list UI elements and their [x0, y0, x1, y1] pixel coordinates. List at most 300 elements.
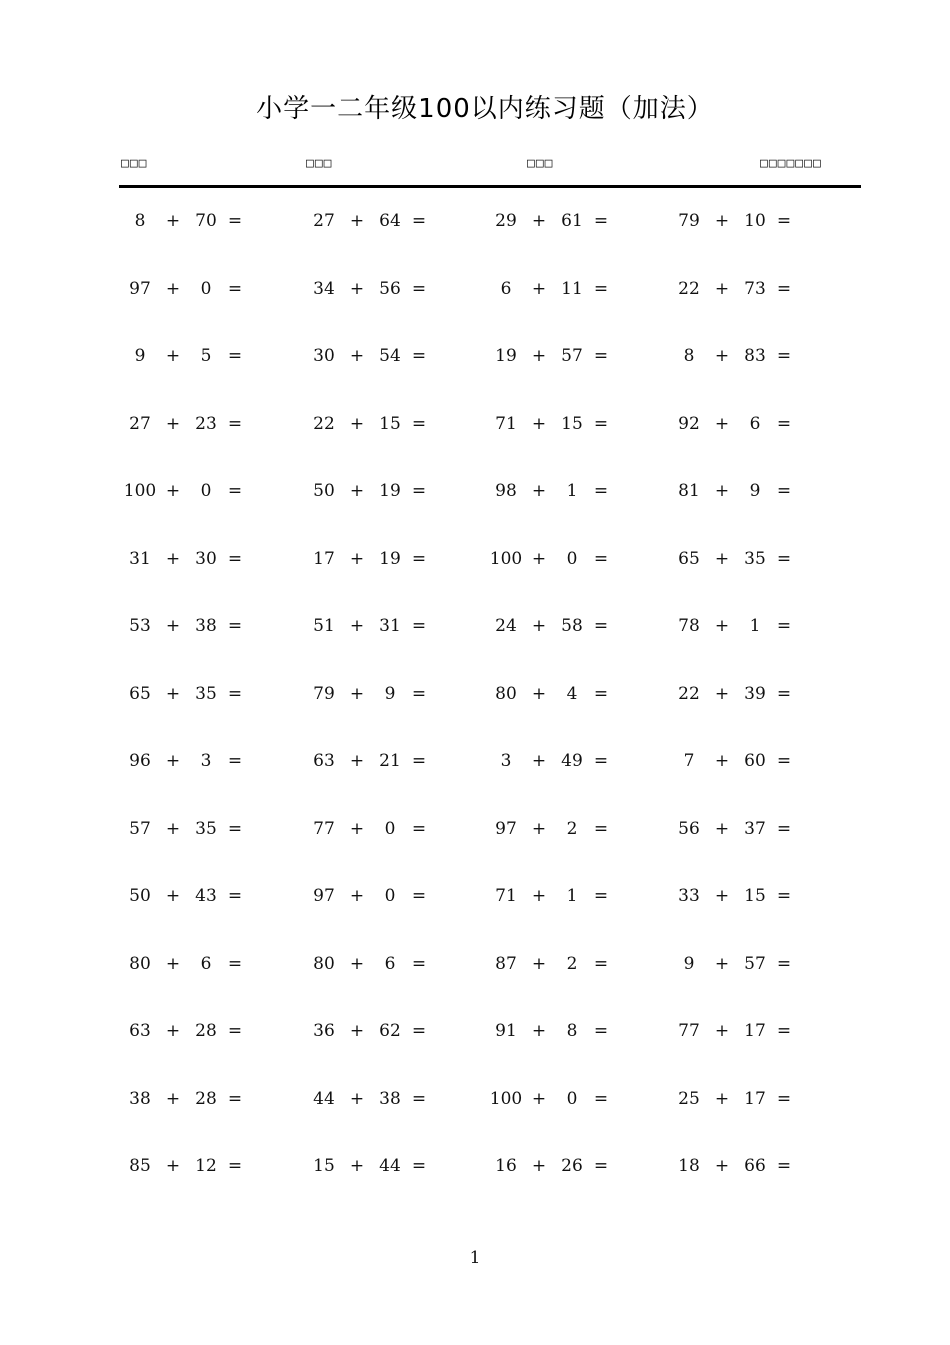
addition-problem: [486, 409, 666, 439]
plus-sign: +: [349, 278, 365, 299]
equals-sign: =: [227, 481, 243, 501]
equals-sign: =: [776, 886, 792, 906]
plus-sign: +: [714, 751, 730, 771]
addend-first: 27: [313, 211, 335, 231]
addition-problem: [120, 274, 300, 304]
equals-sign: =: [227, 1088, 243, 1109]
plus-sign: +: [349, 1021, 365, 1041]
addend-first: 78: [678, 616, 700, 636]
addend-first: 85: [129, 1156, 151, 1176]
addition-problem: [669, 1084, 849, 1114]
addition-problem: [120, 409, 300, 439]
plus-sign: +: [165, 1088, 181, 1109]
equals-sign: =: [593, 211, 609, 231]
plus-sign: +: [165, 211, 181, 231]
plus-sign: +: [165, 1021, 181, 1041]
addend-first: 71: [495, 886, 517, 906]
plus-sign: +: [714, 346, 730, 366]
addition-problem: [486, 814, 666, 844]
addend-first: 44: [313, 1088, 335, 1109]
addend-first: 63: [129, 1021, 151, 1041]
addition-problem: [486, 341, 666, 371]
header-field-3: □□□: [527, 156, 554, 171]
equals-sign: =: [593, 1021, 609, 1041]
equals-sign: =: [593, 1088, 609, 1109]
addend-second: 62: [379, 1021, 401, 1041]
equals-sign: =: [411, 1088, 427, 1109]
problem-row: [0, 881, 950, 911]
addition-problem: [120, 341, 300, 371]
addend-first: 97: [495, 818, 517, 839]
addition-problem: [304, 814, 484, 844]
plus-sign: +: [165, 1156, 181, 1176]
equals-sign: =: [776, 1088, 792, 1109]
addend-second: 58: [561, 616, 583, 636]
addend-first: 65: [129, 683, 151, 704]
equals-sign: =: [411, 818, 427, 839]
plus-sign: +: [349, 953, 365, 974]
equals-sign: =: [227, 211, 243, 231]
plus-sign: +: [714, 1088, 730, 1109]
addend-first: 8: [134, 211, 146, 231]
addition-problem: [120, 746, 300, 776]
addition-problem: [486, 611, 666, 641]
addition-problem: [669, 881, 849, 911]
problem-row: [0, 1084, 950, 1114]
addition-problem: [304, 1151, 484, 1181]
equals-sign: =: [593, 751, 609, 771]
plus-sign: +: [349, 481, 365, 501]
addition-problem: [486, 881, 666, 911]
addend-second: 3: [200, 751, 212, 771]
addend-first: 80: [129, 953, 151, 974]
equals-sign: =: [411, 616, 427, 636]
addition-problem: [304, 881, 484, 911]
addend-second: 54: [379, 346, 401, 366]
problem-row: [0, 1151, 950, 1181]
plus-sign: +: [531, 413, 547, 434]
addition-problem: [486, 1084, 666, 1114]
problem-row: [0, 1016, 950, 1046]
addend-second: 15: [379, 413, 401, 434]
addend-second: 44: [379, 1156, 401, 1176]
equals-sign: =: [411, 413, 427, 434]
addition-problem: [486, 679, 666, 709]
addend-first: 57: [129, 818, 151, 839]
addend-second: 57: [561, 346, 583, 366]
addend-second: 28: [195, 1021, 217, 1041]
addend-second: 73: [744, 278, 766, 299]
addend-first: 91: [495, 1021, 517, 1041]
equals-sign: =: [411, 346, 427, 366]
addition-problem: [669, 206, 849, 236]
addend-second: 70: [195, 211, 217, 231]
equals-sign: =: [227, 1156, 243, 1176]
addition-problem: [486, 476, 666, 506]
addend-first: 27: [129, 413, 151, 434]
addend-first: 98: [495, 481, 517, 501]
addend-first: 36: [313, 1021, 335, 1041]
addend-first: 17: [313, 548, 335, 569]
plus-sign: +: [714, 413, 730, 434]
addend-first: 22: [678, 683, 700, 704]
addend-second: 1: [749, 616, 761, 636]
plus-sign: +: [349, 683, 365, 704]
addend-first: 6: [500, 278, 512, 299]
plus-sign: +: [349, 211, 365, 231]
equals-sign: =: [593, 818, 609, 839]
addition-problem: [304, 1016, 484, 1046]
equals-sign: =: [593, 616, 609, 636]
addition-problem: [120, 1084, 300, 1114]
addition-problem: [669, 341, 849, 371]
plus-sign: +: [165, 481, 181, 501]
equals-sign: =: [411, 886, 427, 906]
equals-sign: =: [593, 886, 609, 906]
equals-sign: =: [593, 1156, 609, 1176]
page-number: 1: [469, 1248, 481, 1268]
addition-problem: [669, 476, 849, 506]
addend-second: 57: [744, 953, 766, 974]
addend-first: 16: [495, 1156, 517, 1176]
equals-sign: =: [776, 616, 792, 636]
addend-second: 19: [379, 481, 401, 501]
addend-first: 25: [678, 1088, 700, 1109]
addition-problem: [304, 746, 484, 776]
addend-second: 6: [200, 953, 212, 974]
equals-sign: =: [776, 953, 792, 974]
addend-second: 17: [744, 1088, 766, 1109]
plus-sign: +: [714, 548, 730, 569]
addend-first: 31: [129, 548, 151, 569]
addend-first: 92: [678, 413, 700, 434]
equals-sign: =: [227, 616, 243, 636]
addend-first: 97: [129, 278, 151, 299]
addition-problem: [120, 206, 300, 236]
plus-sign: +: [165, 616, 181, 636]
equals-sign: =: [776, 548, 792, 569]
addend-second: 0: [384, 818, 396, 839]
addend-first: 3: [500, 751, 512, 771]
equals-sign: =: [411, 278, 427, 299]
plus-sign: +: [349, 548, 365, 569]
addition-problem: [486, 1016, 666, 1046]
plus-sign: +: [531, 818, 547, 839]
plus-sign: +: [165, 346, 181, 366]
equals-sign: =: [593, 548, 609, 569]
addition-problem: [486, 1151, 666, 1181]
addition-problem: [486, 544, 666, 574]
plus-sign: +: [531, 481, 547, 501]
addend-first: 22: [678, 278, 700, 299]
addend-first: 79: [313, 683, 335, 704]
addend-first: 8: [683, 346, 695, 366]
plus-sign: +: [531, 1156, 547, 1176]
addend-second: 21: [379, 751, 401, 771]
equals-sign: =: [227, 683, 243, 704]
addend-second: 39: [744, 683, 766, 704]
addend-first: 63: [313, 751, 335, 771]
addend-first: 56: [678, 818, 700, 839]
addend-second: 17: [744, 1021, 766, 1041]
addend-first: 50: [313, 481, 335, 501]
equals-sign: =: [227, 413, 243, 434]
addition-problem: [304, 409, 484, 439]
equals-sign: =: [776, 481, 792, 501]
addition-problem: [120, 1016, 300, 1046]
addend-second: 9: [749, 481, 761, 501]
addend-second: 0: [200, 481, 212, 501]
addend-second: 61: [561, 211, 583, 231]
equals-sign: =: [227, 278, 243, 299]
addend-first: 77: [678, 1021, 700, 1041]
addend-first: 100: [489, 548, 523, 569]
addition-problem: [304, 476, 484, 506]
equals-sign: =: [227, 346, 243, 366]
addition-problem: [669, 679, 849, 709]
plus-sign: +: [165, 413, 181, 434]
addition-problem: [120, 814, 300, 844]
addend-first: 100: [489, 1088, 523, 1109]
equals-sign: =: [776, 346, 792, 366]
addition-problem: [120, 1151, 300, 1181]
equals-sign: =: [227, 1021, 243, 1041]
plus-sign: +: [349, 818, 365, 839]
addend-first: 81: [678, 481, 700, 501]
plus-sign: +: [531, 346, 547, 366]
equals-sign: =: [776, 818, 792, 839]
equals-sign: =: [776, 278, 792, 299]
plus-sign: +: [349, 616, 365, 636]
plus-sign: +: [349, 1156, 365, 1176]
equals-sign: =: [593, 413, 609, 434]
addend-first: 18: [678, 1156, 700, 1176]
addend-second: 43: [195, 886, 217, 906]
plus-sign: +: [165, 548, 181, 569]
addend-first: 19: [495, 346, 517, 366]
equals-sign: =: [776, 211, 792, 231]
addend-second: 0: [566, 548, 578, 569]
plus-sign: +: [165, 953, 181, 974]
equals-sign: =: [593, 683, 609, 704]
addition-problem: [669, 274, 849, 304]
addition-problem: [486, 949, 666, 979]
equals-sign: =: [227, 886, 243, 906]
plus-sign: +: [531, 886, 547, 906]
addend-first: 87: [495, 953, 517, 974]
addend-first: 33: [678, 886, 700, 906]
plus-sign: +: [349, 886, 365, 906]
addend-second: 30: [195, 548, 217, 569]
addend-first: 79: [678, 211, 700, 231]
plus-sign: +: [531, 278, 547, 299]
equals-sign: =: [776, 1021, 792, 1041]
plus-sign: +: [531, 1088, 547, 1109]
addend-second: 2: [566, 953, 578, 974]
plus-sign: +: [531, 683, 547, 704]
problem-row: [0, 746, 950, 776]
plus-sign: +: [714, 1021, 730, 1041]
plus-sign: +: [714, 616, 730, 636]
equals-sign: =: [593, 953, 609, 974]
plus-sign: +: [714, 211, 730, 231]
equals-sign: =: [227, 751, 243, 771]
addend-first: 22: [313, 413, 335, 434]
addition-problem: [120, 881, 300, 911]
addition-problem: [120, 679, 300, 709]
addend-second: 56: [379, 278, 401, 299]
addend-first: 51: [313, 616, 335, 636]
equals-sign: =: [593, 278, 609, 299]
problem-row: [0, 409, 950, 439]
addend-first: 30: [313, 346, 335, 366]
addition-problem: [120, 949, 300, 979]
addend-second: 2: [566, 818, 578, 839]
addend-first: 80: [313, 953, 335, 974]
addend-first: 38: [129, 1088, 151, 1109]
plus-sign: +: [349, 751, 365, 771]
equals-sign: =: [411, 1021, 427, 1041]
addend-second: 35: [195, 818, 217, 839]
addition-problem: [669, 1151, 849, 1181]
addend-second: 0: [566, 1088, 578, 1109]
header-field-1: □□□: [121, 156, 148, 171]
problem-row: [0, 544, 950, 574]
addition-problem: [304, 1084, 484, 1114]
addend-second: 83: [744, 346, 766, 366]
addend-first: 100: [123, 481, 157, 501]
addition-problem: [669, 1016, 849, 1046]
addend-second: 35: [744, 548, 766, 569]
equals-sign: =: [411, 1156, 427, 1176]
plus-sign: +: [714, 1156, 730, 1176]
equals-sign: =: [776, 413, 792, 434]
plus-sign: +: [165, 751, 181, 771]
plus-sign: +: [349, 1088, 365, 1109]
problem-row: [0, 476, 950, 506]
addend-second: 38: [195, 616, 217, 636]
addend-first: 15: [313, 1156, 335, 1176]
plus-sign: +: [531, 548, 547, 569]
equals-sign: =: [411, 548, 427, 569]
addend-first: 65: [678, 548, 700, 569]
addition-problem: [120, 544, 300, 574]
addend-second: 1: [566, 886, 578, 906]
plus-sign: +: [714, 886, 730, 906]
equals-sign: =: [776, 683, 792, 704]
addend-second: 37: [744, 818, 766, 839]
addition-problem: [304, 206, 484, 236]
equals-sign: =: [411, 683, 427, 704]
addend-first: 9: [134, 346, 146, 366]
plus-sign: +: [714, 818, 730, 839]
addend-first: 34: [313, 278, 335, 299]
addition-problem: [304, 274, 484, 304]
equals-sign: =: [593, 346, 609, 366]
addend-first: 9: [683, 953, 695, 974]
equals-sign: =: [593, 481, 609, 501]
problem-row: [0, 341, 950, 371]
addend-second: 4: [566, 683, 578, 704]
header-field-2: □□□: [306, 156, 333, 171]
plus-sign: +: [165, 278, 181, 299]
addition-problem: [304, 611, 484, 641]
addend-first: 77: [313, 818, 335, 839]
addend-second: 38: [379, 1088, 401, 1109]
addition-problem: [304, 341, 484, 371]
addend-first: 97: [313, 886, 335, 906]
addend-second: 12: [195, 1156, 217, 1176]
worksheet-title: 小学一二年级100以内练习题（加法）: [256, 94, 714, 124]
equals-sign: =: [411, 211, 427, 231]
addend-second: 5: [200, 346, 212, 366]
equals-sign: =: [227, 818, 243, 839]
plus-sign: +: [714, 953, 730, 974]
addend-second: 19: [379, 548, 401, 569]
plus-sign: +: [165, 683, 181, 704]
plus-sign: +: [714, 481, 730, 501]
addend-first: 29: [495, 211, 517, 231]
addition-problem: [669, 814, 849, 844]
plus-sign: +: [165, 886, 181, 906]
addition-problem: [120, 611, 300, 641]
header-field-4: □□□□□□□: [760, 156, 822, 171]
addend-first: 50: [129, 886, 151, 906]
addend-second: 8: [566, 1021, 578, 1041]
addend-second: 28: [195, 1088, 217, 1109]
addend-second: 64: [379, 211, 401, 231]
equals-sign: =: [411, 751, 427, 771]
addition-problem: [669, 544, 849, 574]
problem-row: [0, 949, 950, 979]
addend-second: 15: [561, 413, 583, 434]
addition-problem: [304, 679, 484, 709]
plus-sign: +: [714, 278, 730, 299]
plus-sign: +: [165, 818, 181, 839]
plus-sign: +: [531, 616, 547, 636]
addition-problem: [304, 949, 484, 979]
addend-second: 35: [195, 683, 217, 704]
plus-sign: +: [531, 211, 547, 231]
plus-sign: +: [714, 683, 730, 704]
problem-row: [0, 206, 950, 236]
addend-second: 6: [384, 953, 396, 974]
addend-second: 11: [561, 278, 583, 299]
addend-second: 49: [561, 751, 583, 771]
addend-second: 31: [379, 616, 401, 636]
plus-sign: +: [349, 413, 365, 434]
equals-sign: =: [411, 953, 427, 974]
addition-problem: [486, 206, 666, 236]
addition-problem: [120, 476, 300, 506]
plus-sign: +: [531, 953, 547, 974]
problem-row: [0, 611, 950, 641]
addend-second: 9: [384, 683, 396, 704]
addition-problem: [486, 274, 666, 304]
addition-problem: [669, 409, 849, 439]
plus-sign: +: [531, 1021, 547, 1041]
addend-first: 71: [495, 413, 517, 434]
equals-sign: =: [776, 751, 792, 771]
addend-second: 10: [744, 211, 766, 231]
addend-first: 7: [683, 751, 695, 771]
addend-first: 24: [495, 616, 517, 636]
addend-second: 0: [384, 886, 396, 906]
problem-row: [0, 274, 950, 304]
problem-row: [0, 679, 950, 709]
addend-second: 23: [195, 413, 217, 434]
addend-first: 96: [129, 751, 151, 771]
